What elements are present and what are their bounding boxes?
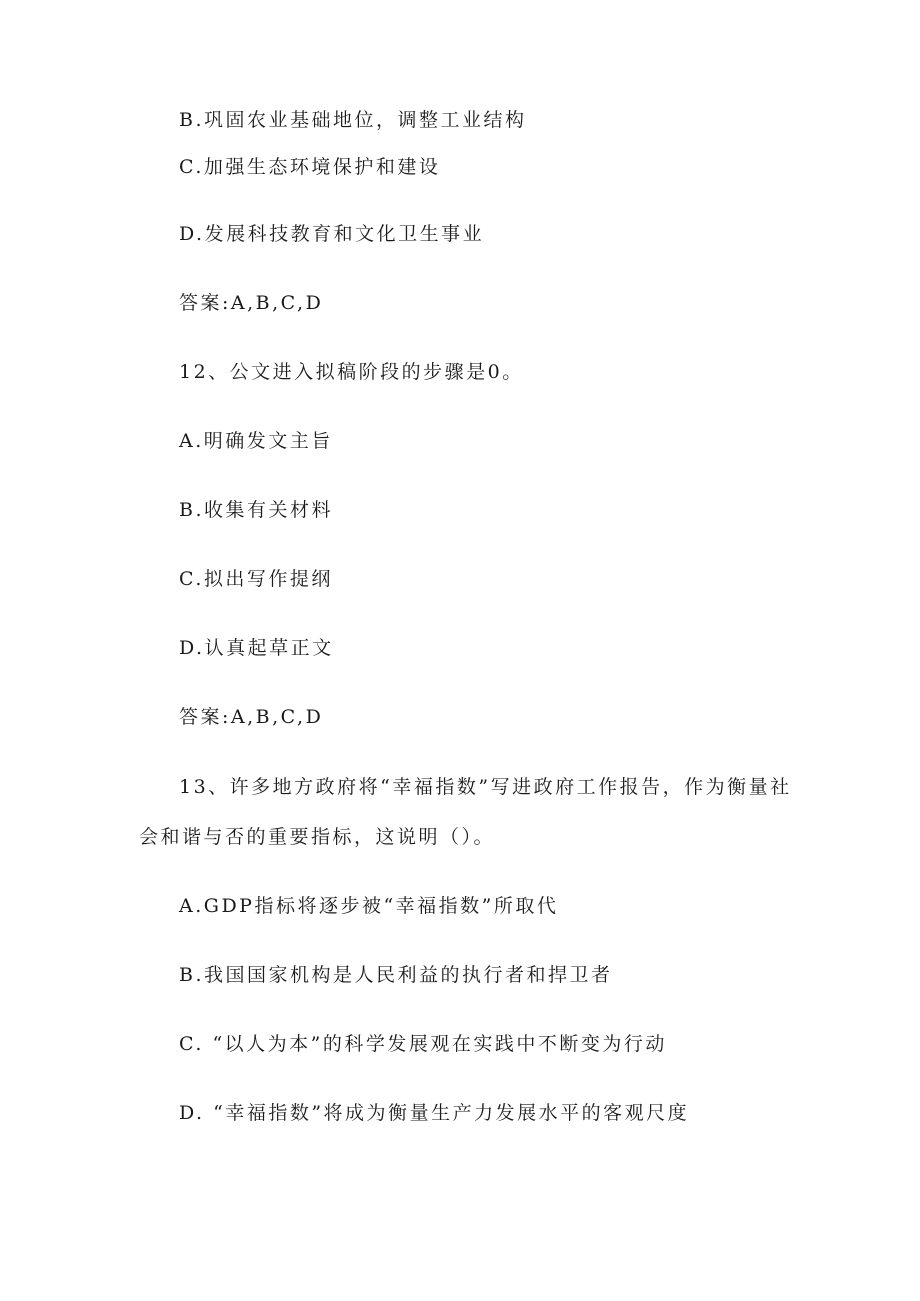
option-11b: B.巩固农业基础地位，调整工业结构	[179, 109, 527, 131]
question-12: 12、公文进入拟稿阶段的步骤是0。	[179, 361, 524, 383]
option-11d: D.发展科技教育和文化卫生事业	[179, 223, 485, 245]
option-12a: A.明确发文主旨	[179, 430, 333, 452]
question-13-line-2: 会和谐与否的重要指标，这说明（）。	[139, 826, 496, 848]
option-12c: C.拟出写作提纲	[179, 568, 333, 590]
option-11c: C.加强生态环境保护和建设	[179, 156, 441, 178]
option-13c: C. “以人为本”的科学发展观在实践中不断变为行动	[179, 1033, 667, 1055]
option-12d: D.认真起草正文	[179, 637, 334, 659]
option-13d: D. “幸福指数”将成为衡量生产力发展水平的客观尺度	[179, 1102, 690, 1124]
option-13b: B.我国国家机构是人民利益的执行者和捍卫者	[179, 964, 613, 986]
answer-12: 答案:A,B,C,D	[179, 706, 324, 728]
option-12b: B.收集有关材料	[179, 499, 334, 521]
question-13-line-1: 13、许多地方政府将“幸福指数”写进政府工作报告，作为衡量社	[179, 776, 792, 798]
option-13a: A.GDP指标将逐步被“幸福指数”所取代	[179, 895, 559, 917]
answer-11: 答案:A,B,C,D	[179, 292, 324, 314]
